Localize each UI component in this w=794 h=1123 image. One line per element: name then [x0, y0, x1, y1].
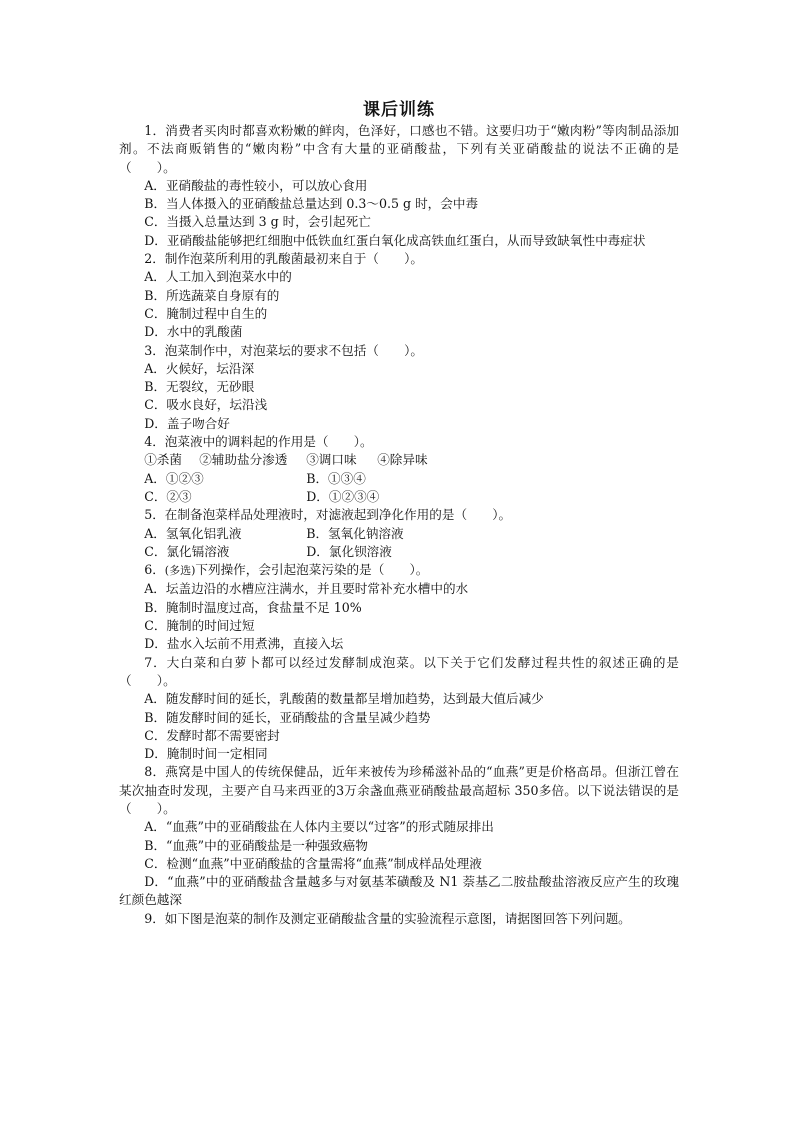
question-3-option-b: B．无裂纹，无砂眼: [144, 379, 255, 395]
question-5-options-row-2: [119, 543, 679, 561]
question-8-stem: 8．燕窝是中国人的传统保健品，近年来被传为珍稀滋补品的“血燕”更是价格高昂。但浙江曾在某次抽查时发现，主要产自马来西亚的3万余盏血燕亚硝酸盐最高超标 350多倍。以下说法错误的是（ ）。: [119, 764, 679, 816]
question-3-option-a: A．火候好，坛沿深: [144, 360, 255, 376]
question-7-option-d: D．腌制时间一定相同: [144, 746, 268, 762]
question-2-stem: 2．制作泡菜所利用的乳酸菌最初来自于（ ）。: [144, 251, 423, 267]
question-1-option-a: A．亚硝酸盐的毒性较小，可以放心食用: [144, 177, 368, 193]
question-2-option-b: B．所选蔬菜自身原有的: [144, 287, 280, 303]
question-3-option-d: D．盖子吻合好: [144, 415, 230, 431]
question-3-stem: 3．泡菜制作中，对泡菜坛的要求不包括（ ）。: [144, 342, 423, 358]
question-4-option-b: B．①③④: [306, 470, 366, 486]
question-6-option-d: D．盐水入坛前不用煮沸，直接入坛: [144, 636, 344, 652]
question-4-items: [119, 451, 679, 469]
question-8-option-d: D．“血燕”中的亚硝酸盐含量越多与对氨基苯磺酸及 N1 萘基乙二胺盐酸盐溶液反应产生的玫瑰红颜色越深: [119, 874, 679, 908]
question-1-option-c: C．当摄入总量达到 3 g 时，会引起死亡: [144, 214, 371, 230]
question-8-option-a: A．“血燕”中的亚硝酸盐在人体内主要以“过客”的形式随尿排出: [144, 819, 494, 835]
question-6-number: 6．: [144, 562, 165, 578]
question-2-option-a: A．人工加入到泡菜水中的: [144, 269, 292, 285]
question-6-stem-line: [119, 561, 679, 580]
question-1-option-b: B．当人体摄入的亚硝酸盐总量达到 0.3～0.5 g 时，会中毒: [144, 196, 479, 212]
question-5-option-a: A．氢氧化铝乳液: [144, 525, 242, 541]
question-7-option-b: B．随发酵时间的延长，亚硝酸盐的含量呈减少趋势: [144, 709, 431, 725]
question-4-item-3: ③调口味: [306, 452, 357, 468]
page-title: 课后训练: [363, 100, 435, 120]
question-4-option-c: C．②③: [144, 488, 192, 504]
question-1-stem: 1．消费者买肉时都喜欢粉嫩的鲜肉，色泽好，口感也不错。这要归功于“嫩肉粉”等肉制品添加剂。不法商贩销售的“嫩肉粉”中含有大量的亚硝酸盐，下列有关亚硝酸盐的说法不正确的是（ ）。: [119, 123, 679, 175]
question-6-tag: (多选): [164, 564, 196, 578]
question-4-item-4: ④除异味: [377, 452, 428, 468]
question-6-option-a: A．坛盖边沿的水槽应注满水，并且要时常补充水槽中的水: [144, 581, 469, 597]
question-5-option-c: C．氯化镉溶液: [144, 543, 230, 559]
question-9-stem: 9．如下图是泡菜的制作及测定亚硝酸盐含量的实验流程示意图，请据图回答下列问题。: [144, 910, 631, 926]
question-4-item-1: ①杀菌: [144, 452, 182, 468]
question-6-option-b: B．腌制时温度过高，食盐量不足 10%: [144, 599, 362, 615]
question-5-options-row-1: [119, 525, 679, 543]
question-7-stem: 7．大白菜和白萝卜都可以经过发酵制成泡菜。以下关于它们发酵过程共性的叙述正确的是（ ）。: [119, 654, 679, 688]
question-4-option-a: A．①②③: [144, 470, 204, 486]
question-8-option-b: B．“血燕”中的亚硝酸盐是一种强致癌物: [144, 837, 368, 853]
question-2-option-c: C．腌制过程中自生的: [144, 305, 268, 321]
question-4-option-d: D．①②③④: [306, 488, 380, 504]
question-6-stem: 下列操作，会引起泡菜污染的是（ ）。: [195, 562, 429, 578]
question-2-option-d: D．水中的乳酸菌: [144, 324, 243, 340]
question-5-option-d: D．氯化钡溶液: [306, 543, 392, 559]
question-list: [119, 122, 679, 928]
question-4-item-2: ②辅助盐分渗透: [199, 452, 288, 468]
question-4-options-row-1: [119, 470, 679, 488]
question-5-option-b: B．氢氧化钠溶液: [306, 525, 404, 541]
question-7-option-c: C．发酵时都不需要密封: [144, 727, 280, 743]
question-1-option-d: D．亚硝酸盐能够把红细胞中低铁血红蛋白氧化成高铁血红蛋白，从而导致缺氧性中毒症状: [144, 232, 646, 248]
question-7-option-a: A．随发酵时间的延长，乳酸菌的数量都呈增加趋势，达到最大值后减少: [144, 691, 544, 707]
question-6-option-c: C．腌制的时间过短: [144, 618, 255, 634]
question-4-stem: 4．泡菜液中的调料起的作用是（ ）。: [144, 434, 373, 450]
question-5-stem: 5．在制备泡菜样品处理液时，对滤液起到净化作用的是（ ）。: [144, 507, 512, 523]
question-4-options-row-2: [119, 488, 679, 506]
question-3-option-c: C．吸水良好，坛沿浅: [144, 397, 268, 413]
question-8-option-c: C．检测“血燕”中亚硝酸盐的含量需将“血燕”制成样品处理液: [144, 855, 482, 871]
